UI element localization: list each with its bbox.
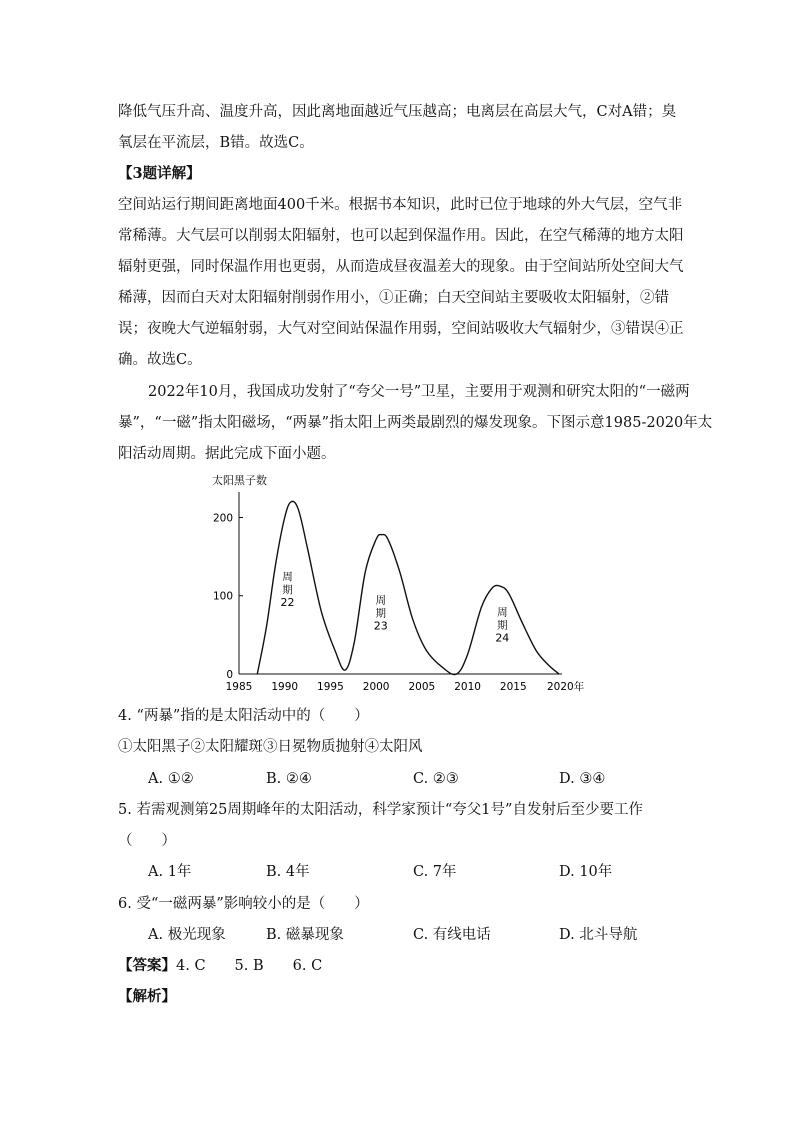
x-tick-label: 2005: [408, 681, 436, 693]
q3-heading: 【3题详解】: [118, 165, 201, 182]
y-tick-label: 200: [212, 512, 233, 525]
q6-option-b[interactable]: B. 磁暴现象: [266, 927, 344, 943]
cycle-annotation: 周: [282, 571, 293, 584]
q6-option-a[interactable]: A. 极光现象: [148, 927, 226, 943]
analysis-heading: 【解析】: [118, 988, 176, 1005]
q5-paren: （ ）: [118, 833, 176, 849]
x-tick-label: 2000: [362, 681, 390, 693]
text-line: 空间站运行期间距离地面400千米。根据书本知识，此时已位于地球的外大气层，空气非: [118, 197, 683, 213]
y-tick-label: 0: [226, 669, 233, 681]
cycle-annotation: 周: [497, 606, 508, 619]
cycle-annotation: 23: [373, 619, 388, 633]
cycle-annotation: 22: [280, 596, 295, 610]
text-line: 辐射更强，同时保温作用也更弱，从而造成昼夜温差大的现象。由于空间站所处空间大气: [118, 259, 684, 275]
cycle-annotation: 期: [282, 584, 293, 597]
intro-line: 阳活动周期。据此完成下面小题。: [118, 446, 336, 462]
q6-stem: 6. 受“一磁两暴”影响较小的是（ ）: [118, 896, 369, 912]
x-tick-label: 1985: [225, 681, 253, 693]
text-line: 常稀薄。大气层可以削弱太阳辐射，也可以起到保温作用。因此，在空气稀薄的地方太阳: [118, 228, 684, 244]
x-tick-label: 2020年: [547, 681, 585, 693]
cycle-annotation: 周: [375, 594, 386, 607]
q5-option-c[interactable]: C. 7年: [413, 864, 457, 880]
q6-option-d[interactable]: D. 北斗导航: [559, 927, 638, 943]
q4-items: ①太阳黑子②太阳耀斑③日冕物质抛射④太阳风: [118, 739, 423, 755]
q6-option-c[interactable]: C. 有线电话: [413, 927, 491, 943]
cycle-annotation: 期: [497, 619, 508, 632]
q5-option-d[interactable]: D. 10年: [559, 864, 613, 880]
intro-line: 暴”，“一磁”指太阳磁场，“两暴”指太阳上两类最剧烈的爆发现象。下图示意1985-2020年太: [118, 415, 713, 431]
q4-option-a[interactable]: A. ①②: [148, 771, 194, 787]
text-line: 降低气压升高、温度升高，因此离地面越近气压越高；电离层在高层大气，C对A错；臭: [118, 104, 677, 120]
x-tick-label: 2010: [454, 681, 481, 693]
sunspot-curve: [257, 501, 559, 674]
answer-line: [118, 956, 322, 976]
text-line: 误；夜晚大气逆辐射弱，大气对空间站保温作用弱，空间站吸收大气辐射少，③错误④正: [118, 321, 684, 337]
q5-option-a[interactable]: A. 1年: [148, 864, 192, 880]
cycle-annotation: 期: [375, 607, 386, 620]
text-line: 稀薄，因而白天对太阳辐射削弱作用小，①正确；白天空间站主要吸收太阳辐射，②错: [118, 290, 669, 306]
q4-stem: 4. “两暴”指的是太阳活动中的（ ）: [118, 708, 369, 724]
x-tick-label: 1990: [271, 681, 299, 693]
chart-ylabel: 太阳黑子数: [212, 474, 267, 487]
y-tick-label: 100: [212, 590, 233, 603]
q5-option-b[interactable]: B. 4年: [266, 864, 310, 880]
x-tick-label: 1995: [317, 681, 344, 693]
text-line: 氧层在平流层，B错。故选C。: [118, 135, 314, 151]
answer-label: 【答案】: [118, 957, 176, 974]
q5-stem: 5. 若需观测第25周期峰年的太阳活动，科学家预计“夸父1号”自发射后至少要工作: [118, 802, 643, 818]
answer-text: 4. C 5. B 6. C: [176, 958, 323, 974]
q4-option-c[interactable]: C. ②③: [413, 771, 459, 787]
sunspot-cycle-chart: [200, 470, 600, 700]
text-line: 确。故选C。: [118, 352, 202, 368]
cycle-annotation: 24: [495, 631, 510, 645]
q4-option-d[interactable]: D. ③④: [559, 771, 606, 787]
q4-option-b[interactable]: B. ②④: [266, 771, 312, 787]
intro-line: 2022年10月，我国成功发射了“夸父一号”卫星，主要用于观测和研究太阳的“一磁两: [148, 384, 690, 400]
x-tick-label: 2015: [499, 681, 527, 693]
